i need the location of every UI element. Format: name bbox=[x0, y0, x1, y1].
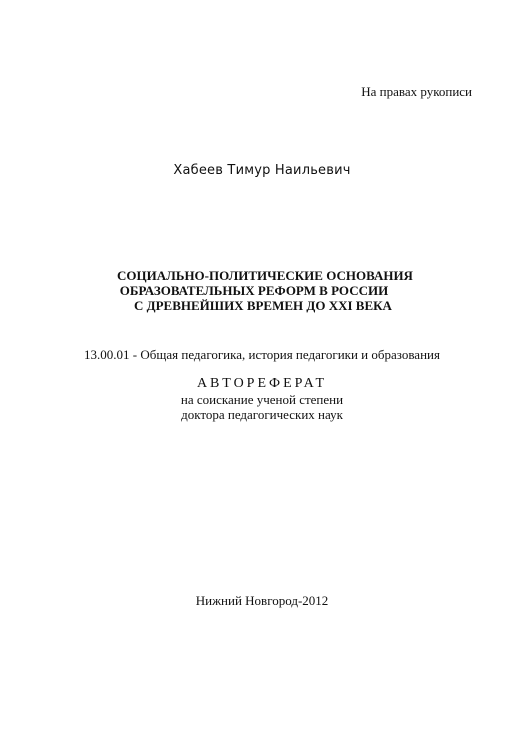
place-and-year: Нижний Новгород-2012 bbox=[195, 593, 329, 608]
degree-line-2: доктора педагогических наук bbox=[181, 407, 343, 422]
rights-note: На правах рукописи bbox=[361, 84, 472, 99]
dissertation-title bbox=[0, 268, 524, 313]
degree-line-1: на соискание ученой степени bbox=[180, 392, 344, 407]
title-line-3: С ДРЕВНЕЙШИХ ВРЕМЕН ДО XXI ВЕКА bbox=[134, 298, 392, 313]
specialty-code: 13.00.01 - Общая педагогика, история педагогики и образования bbox=[84, 347, 440, 362]
title-line-1: СОЦИАЛЬНО-ПОЛИТИЧЕСКИЕ ОСНОВАНИЯ bbox=[117, 268, 413, 283]
title-line-2: ОБРАЗОВАТЕЛЬНЫХ РЕФОРМ В РОССИИ bbox=[119, 283, 389, 298]
document-type: АВТОРЕФЕРАТ bbox=[196, 376, 328, 391]
author-name: Хабеев Тимур Наильевич bbox=[173, 163, 351, 178]
